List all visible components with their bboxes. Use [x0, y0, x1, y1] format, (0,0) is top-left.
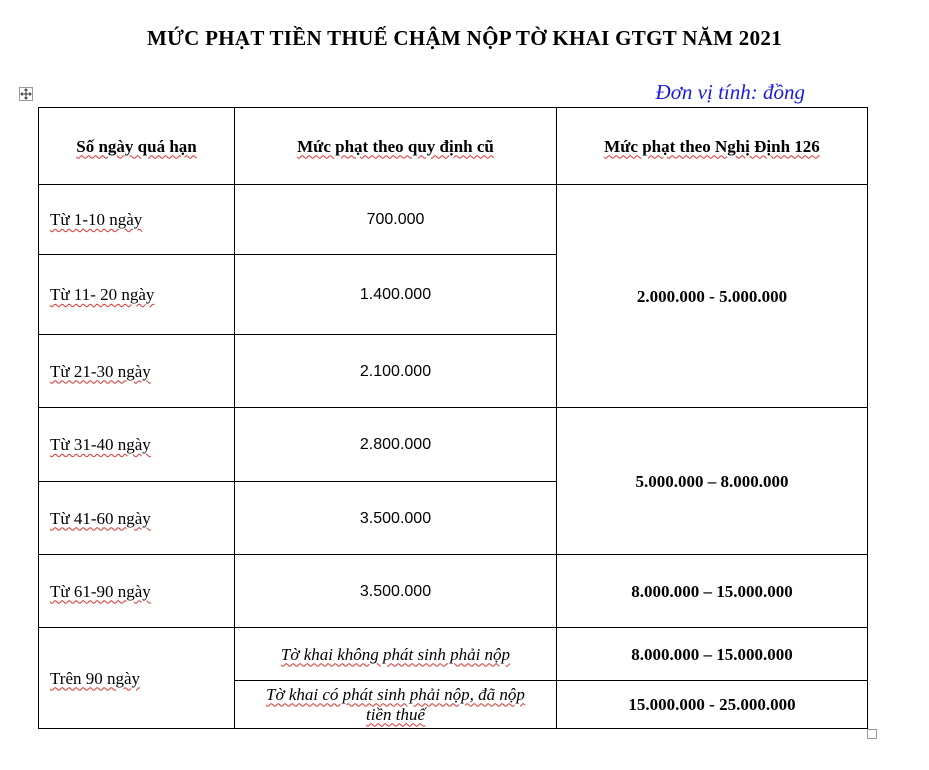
table-row — [39, 555, 868, 628]
days-cell: Từ 31-40 ngày — [39, 408, 235, 482]
new-penalty-cell: 8.000.000 – 15.000.000 — [557, 628, 868, 681]
old-penalty-subcase-cell: Tờ khai có phát sinh phải nộp, đã nộp tiền thuế — [235, 681, 557, 729]
penalty-table — [38, 107, 868, 729]
old-penalty-subcase-cell: Tờ khai không phát sinh phải nộp — [235, 628, 557, 681]
header-new-penalty: Mức phạt theo Nghị Định 126 — [557, 108, 868, 185]
new-penalty-group-cell: 2.000.000 - 5.000.000 — [557, 185, 868, 408]
header-old-penalty: Mức phạt theo quy định cũ — [235, 108, 557, 185]
days-cell: Trên 90 ngày — [39, 628, 235, 729]
days-cell: Từ 1-10 ngày — [39, 185, 235, 255]
header-days: Số ngày quá hạn — [39, 108, 235, 185]
unit-label: Đơn vị tính: đồng — [655, 80, 805, 104]
table-row — [39, 185, 868, 255]
new-penalty-group-cell: 8.000.000 – 15.000.000 — [557, 555, 868, 628]
old-penalty-cell: 1.400.000 — [235, 255, 557, 335]
old-penalty-cell: 3.500.000 — [235, 482, 557, 555]
old-penalty-cell: 3.500.000 — [235, 555, 557, 628]
days-cell: Từ 41-60 ngày — [39, 482, 235, 555]
old-penalty-cell: 700.000 — [235, 185, 557, 255]
days-cell: Từ 61-90 ngày — [39, 555, 235, 628]
table-move-handle-icon[interactable] — [19, 87, 33, 101]
document-title: MỨC PHẠT TIỀN THUẾ CHẬM NỘP TỜ KHAI GTGT NĂM 2021 — [146, 26, 783, 50]
new-penalty-cell: 15.000.000 - 25.000.000 — [557, 681, 868, 729]
old-penalty-cell: 2.100.000 — [235, 335, 557, 408]
new-penalty-group-cell: 5.000.000 – 8.000.000 — [557, 408, 868, 555]
header-row — [39, 108, 868, 185]
days-cell: Từ 11- 20 ngày — [39, 255, 235, 335]
table-row — [39, 408, 868, 482]
old-penalty-cell: 2.800.000 — [235, 408, 557, 482]
table-row — [39, 628, 868, 681]
table-resize-handle-icon[interactable] — [867, 729, 877, 739]
days-cell: Từ 21-30 ngày — [39, 335, 235, 408]
